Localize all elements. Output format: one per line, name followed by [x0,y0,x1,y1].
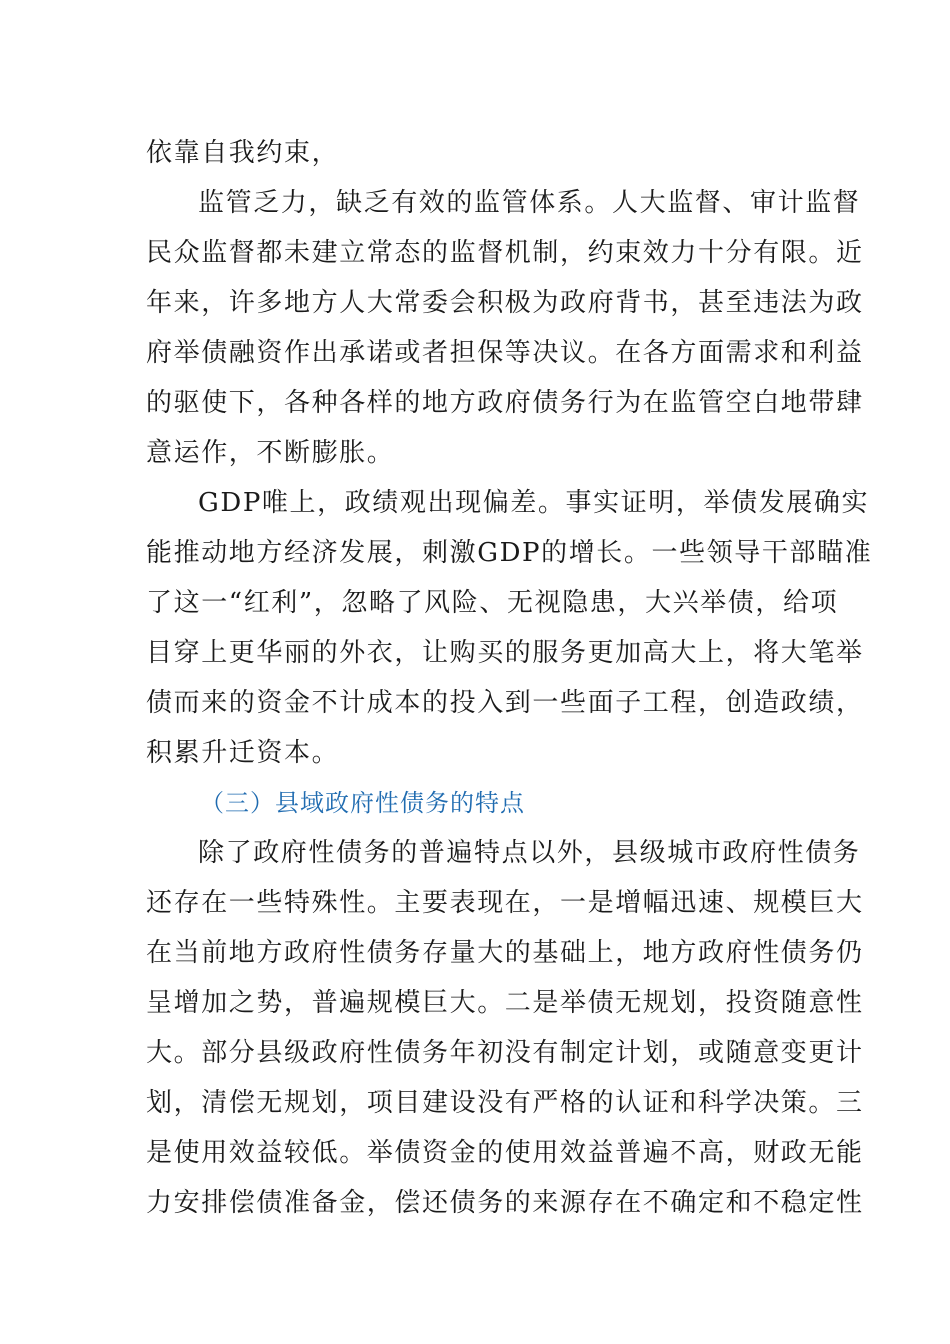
paragraph-line: 在当前地方政府性债务存量大的基础上，地方政府性债务仍 [146,938,864,968]
paragraph-line: GDP唯上，政绩观出现偏差。事实证明，举债发展确实 [198,488,870,518]
paragraph-line: 除了政府性债务的普遍特点以外，县级城市政府性债务 [198,838,861,868]
paragraph-line: 划，清偿无规划，项目建设没有严格的认证和科学决策。三 [146,1088,864,1118]
paragraph-line: 监管乏力，缺乏有效的监管体系。人大监督、审计监督 [198,188,861,218]
paragraph-line: 目穿上更华丽的外衣，让购买的服务更加高大上，将大笔举 [146,638,864,668]
section-heading: （三）县域政府性债务的特点 [200,789,525,817]
paragraph-line: 民众监督都未建立常态的监督机制，约束效力十分有限。近 [146,238,864,268]
paragraph-line: 力安排偿债准备金，偿还债务的来源存在不确定和不稳定性 [146,1188,864,1218]
paragraph-line: 依靠自我约束， [146,138,340,168]
paragraph-line: 积累升迁资本。 [146,738,340,768]
paragraph-line: 大。部分县级政府性债务年初没有制定计划，或随意变更计 [146,1038,864,1068]
paragraph-line: 还存在一些特殊性。主要表现在，一是增幅迅速、规模巨大 [146,888,864,918]
paragraph-line: 了这一“红利”，忽略了风险、无视隐患，大兴举债，给项 [146,588,839,618]
paragraph-line: 府举债融资作出承诺或者担保等决议。在各方面需求和利益 [146,338,864,368]
paragraph-line: 能推动地方经济发展，刺激GDP的增长。一些领导干部瞄准 [146,538,873,568]
paragraph-line: 年来，许多地方人大常委会积极为政府背书，甚至违法为政 [146,288,864,318]
paragraph-line: 债而来的资金不计成本的投入到一些面子工程，创造政绩， [146,688,864,718]
paragraph-line: 意运作，不断膨胀。 [146,438,395,468]
paragraph-line: 呈增加之势，普遍规模巨大。二是举债无规划，投资随意性 [146,988,864,1018]
paragraph-line: 是使用效益较低。举债资金的使用效益普遍不高，财政无能 [146,1138,864,1168]
paragraph-line: 的驱使下，各种各样的地方政府债务行为在监管空白地带肆 [146,388,864,418]
